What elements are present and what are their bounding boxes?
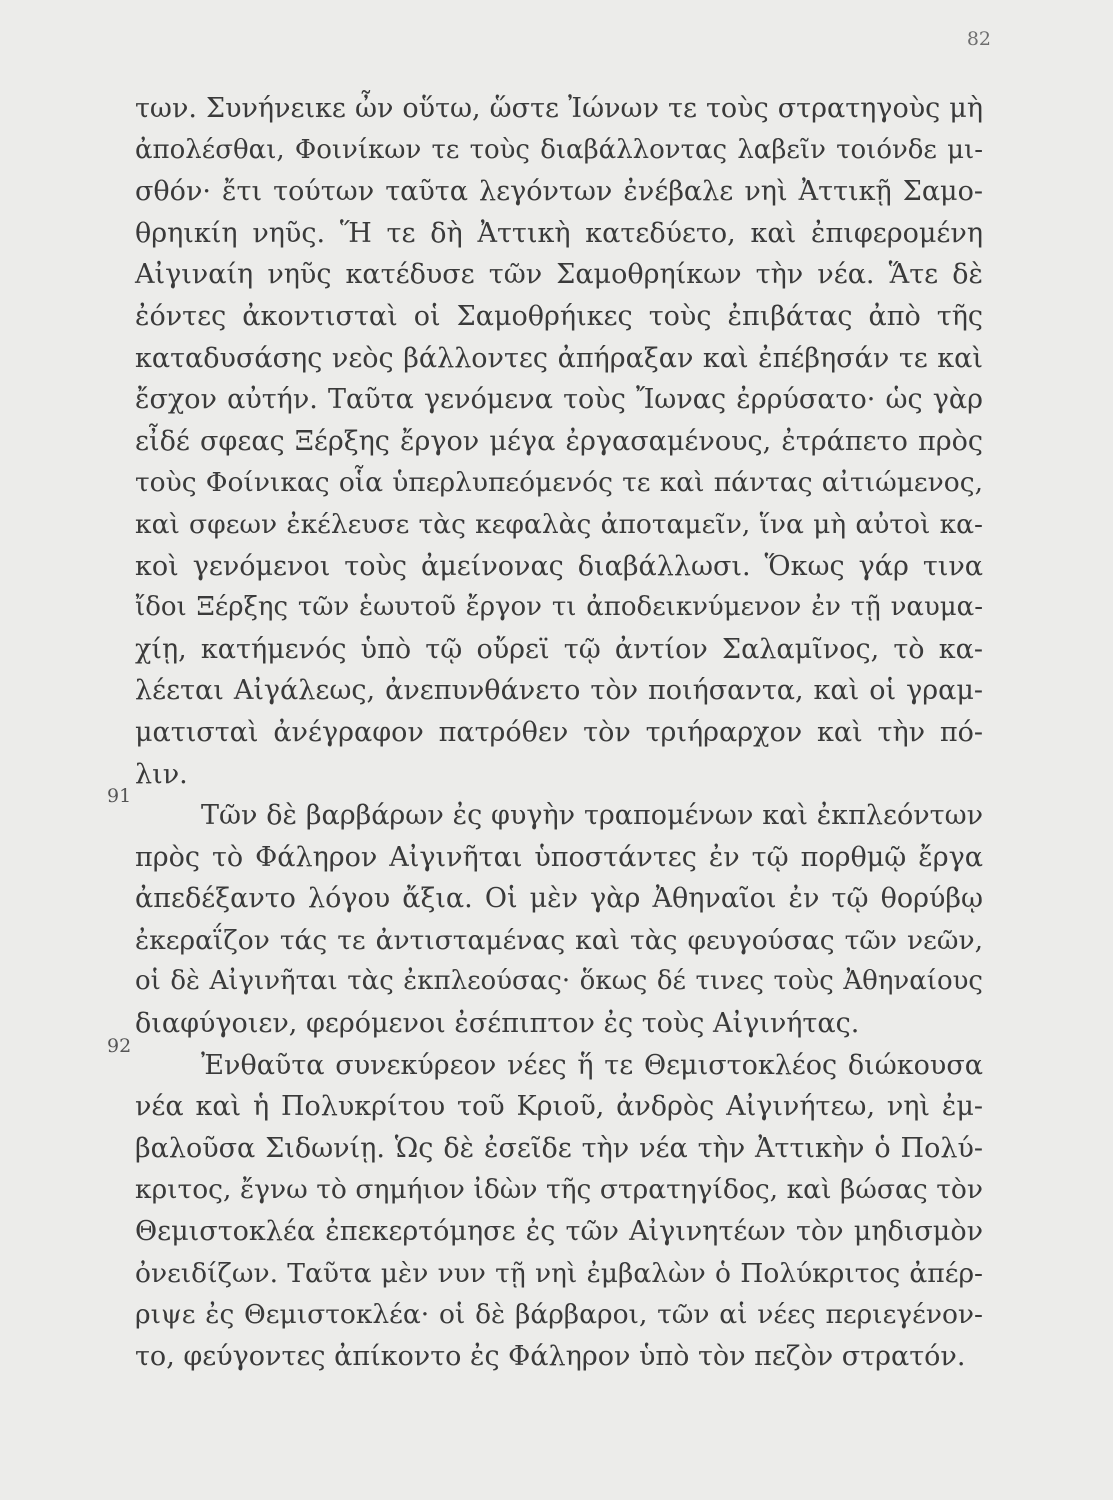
text-line: χίῃ, κατήμενός ὑπὸ τῷ οὔρεϊ τῷ ἀντίον Σαλαμῖνος, τὸ κα-: [135, 633, 983, 665]
text-line: ριψε ἐς Θεμιστοκλέα· οἱ δὲ βάρβαροι, τῶν αἱ νέες περιεγένον-: [135, 1299, 983, 1331]
text-line: βαλοῦσα Σιδωνίῃ. Ὡς δὲ ἐσεῖδε τὴν νέα τὴν Ἀττικὴν ὁ Πολύ-: [135, 1132, 983, 1164]
text-line: λιν.: [135, 758, 188, 790]
text-line: οἱ δὲ Αἰγινῆται τὰς ἐκπλεούσας· ὅκως δέ τινες τοὺς Ἀθηναίους: [135, 966, 983, 997]
text-line: καταδυσάσης νεὸς βάλλοντες ἀπήραξαν καὶ ἐπέβησάν τε καὶ: [135, 342, 983, 374]
text-line: κριτος, ἔγνω τὸ σημήιον ἰδὼν τῆς στρατηγίδος, καὶ βώσας τὸν: [135, 1174, 983, 1206]
text-line: ματισταὶ ἀνέγραφον πατρόθεν τὸν τριήραρχον καὶ τὴν πό-: [135, 716, 983, 748]
text-line: Αἰγιναίη νηῦς κατέδυσε τῶν Σαμοθρηίκων τὴν νέα. Ἅτε δὲ: [135, 259, 983, 291]
text-line: κοὶ γενόμενοι τοὺς ἀμείνονας διαβάλλωσι. Ὅκως γάρ τινα: [135, 550, 983, 582]
text-line: ὀνειδίζων. Ταῦτα μὲν νυν τῇ νηὶ ἐμβαλὼν ὁ Πολύκριτος ἀπέρ-: [135, 1257, 983, 1289]
text-line: σθόν· ἔτι τούτων ταῦτα λεγόντων ἐνέβαλε νηὶ Ἀττικῇ Σαμο-: [135, 176, 983, 208]
text-line: ἀπολέσθαι, Φοινίκων τε τοὺς διαβάλλοντας λαβεῖν τοιόνδε μι-: [135, 134, 983, 165]
text-line: ἀπεδέξαντο λόγου ἄξια. Οἱ μὲν γὰρ Ἀθηναῖοι ἐν τῷ θορύβῳ: [135, 883, 983, 915]
text-line: το, φεύγοντες ἀπίκοντο ἐς Φάληρον ὑπὸ τὸν πεζὸν στρατόν.: [135, 1340, 966, 1372]
text-line: Τῶν δὲ βαρβάρων ἐς φυγὴν τραπομένων καὶ ἐκπλεόντων: [201, 800, 983, 832]
text-line: πρὸς τὸ Φάληρον Αἰγινῆται ὑποστάντες ἐν τῷ πορθμῷ ἔργα: [135, 841, 983, 873]
text-line: ἴδοι Ξέρξης τῶν ἑωυτοῦ ἔργον τι ἀποδεικνύμενον ἐν τῇ ναυμα-: [135, 592, 983, 623]
text-line: Θεμιστοκλέα ἐπεκερτόμησε ἐς τῶν Αἰγινητέων τὸν μηδισμὸν: [135, 1216, 983, 1248]
text-line: τοὺς Φοίνικας οἷα ὑπερλυπεόμενός τε καὶ πάντας αἰτιώμενος,: [135, 467, 983, 499]
text-line: των. Συνήνεικε ὦν οὕτω, ὥστε Ἰώνων τε τοὺς στρατηγοὺς μὴ: [135, 93, 983, 124]
text-line: θρηικίη νηῦς. Ἥ τε δὴ Ἀττικὴ κατεδύετο, καὶ ἐπιφερομένη: [135, 217, 983, 249]
page-number: 82: [966, 28, 991, 50]
text-line: καὶ σφεων ἐκέλευσε τὰς κεφαλὰς ἀποταμεῖν, ἵνα μὴ αὐτοὶ κα-: [135, 508, 983, 540]
text-line: λέεται Αἰγάλεως, ἀνεπυνθάνετο τὸν ποιήσαντα, καὶ οἱ γραμ-: [135, 675, 983, 707]
text-line: Ἐνθαῦτα συνεκύρεον νέες ἥ τε Θεμιστοκλέος διώκουσα: [201, 1049, 983, 1081]
text-line: ἔσχον αὐτήν. Ταῦτα γενόμενα τοὺς Ἴωνας ἐρρύσατο· ὡς γὰρ: [135, 384, 983, 416]
text-line: διαφύγοιεν, φερόμενοι ἐσέπιπτον ἐς τοὺς Αἰγινήτας.: [135, 1008, 860, 1040]
text-line: ἐόντες ἀκοντισταὶ οἱ Σαμοθρήικες τοὺς ἐπιβάτας ἀπὸ τῆς: [135, 300, 983, 332]
body-text: [135, 88, 983, 1377]
text-line: νέα καὶ ἡ Πολυκρίτου τοῦ Κριοῦ, ἀνδρὸς Αἰγινήτεω, νηὶ ἐμ-: [135, 1091, 983, 1123]
section-number: 92: [107, 1035, 132, 1057]
text-line: εἶδέ σφεας Ξέρξης ἔργον μέγα ἐργασαμένους, ἐτράπετο πρὸς: [135, 425, 983, 457]
text-line: ἐκεραΐζον τάς τε ἀντισταμένας καὶ τὰς φευγούσας τῶν νεῶν,: [135, 924, 983, 956]
section-number: 91: [107, 785, 132, 807]
